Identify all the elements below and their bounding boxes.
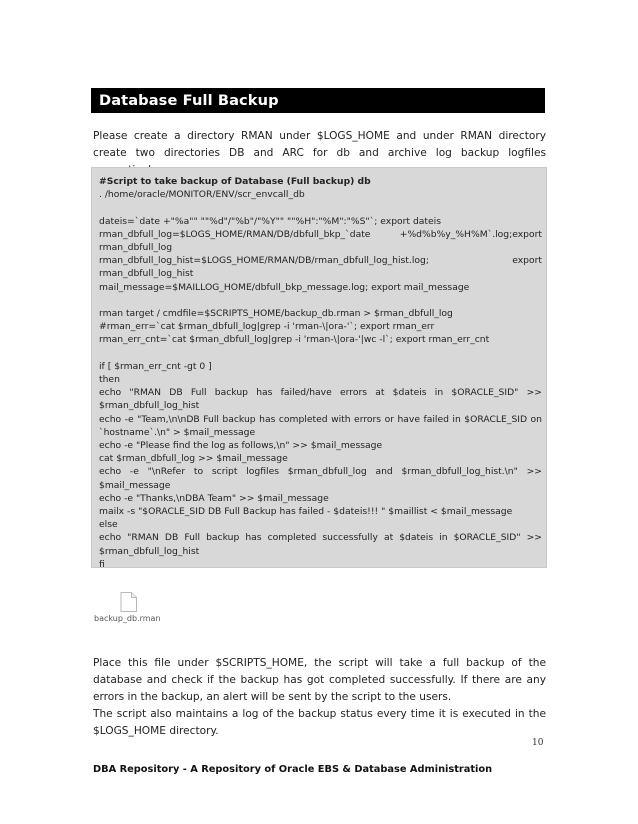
code-line: mail_message=$MAILLOG_HOME/dbfull_bkp_message.log; export mail_message [99, 281, 470, 293]
code-line: echo "RMAN DB Full backup has completed successfully at $dateis in $ORACLE_SID" >> [99, 532, 542, 544]
code-line: rman target / cmdfile=$SCRIPTS_HOME/backup_db.rman > $rman_dbfull_log [99, 308, 453, 319]
code-blank [99, 294, 542, 307]
code-line: rman_dbfull_log_hist [99, 268, 194, 280]
code-line: echo -e "Thanks,\nDBA Team" >> $mail_message [99, 492, 329, 504]
outro-text [93, 655, 546, 740]
page-number: 10 [532, 738, 544, 748]
code-line: if [ $rman_err_cnt -gt 0 ] [99, 360, 212, 372]
attachment[interactable] [94, 592, 184, 632]
code-line: rman_dbfull_log_hist=$LOGS_HOME/RMAN/DB/rman_dbfull_log_hist.log; export [99, 255, 542, 267]
code-line: then [99, 374, 120, 385]
code-line: rman_dbfull_log=$LOGS_HOME/RMAN/DB/dbfull_bkp_`date +%d%b%y_%H%M`.log;export [99, 228, 542, 240]
code-line: fi [99, 558, 105, 570]
code-line: echo -e "\nRefer to script logfiles $rman_dbfull_log and $rman_dbfull_log_hist.\n" >> [99, 466, 542, 478]
code-line: . /home/oracle/MONITOR/ENV/scr_envcall_db [99, 189, 305, 201]
page-footer: DBA Repository - A Repository of Oracle EBS & Database Administration [93, 764, 493, 775]
code-line: $rman_dbfull_log_hist [99, 545, 200, 557]
attachment-filename: backup_db.rman [94, 614, 161, 623]
code-block [91, 167, 547, 568]
code-line: rman_dbfull_log [99, 242, 173, 253]
file-icon [120, 592, 137, 612]
code-line: echo -e "Please find the log as follows,\n" >> $mail_message [99, 440, 383, 452]
code-line: else [99, 519, 118, 531]
code-line: #rman_err=`cat $rman_dbfull_log|grep -i 'rman-\|ora-'`; export rman_err [99, 321, 435, 333]
code-line: echo -e "Team,\n\nDB Full backup has completed with errors or have failed in $ORACLE_SID on [99, 413, 542, 425]
code-line: $rman_dbfull_log_hist [99, 400, 200, 412]
section-heading: Database Full Backup [91, 88, 545, 113]
code-line: echo "RMAN DB Full backup has failed/have errors at $dateis in $ORACLE_SID" >> [99, 387, 542, 399]
code-line: #Script to take backup of Database (Full backup) db [99, 176, 371, 187]
outro-paragraph: The script also maintains a log of the backup status every time it is executed in the $LOGS_HOME directory. [93, 708, 546, 737]
code-line: mailx -s "$ORACLE_SID DB Full Backup has failed - $dateis!!! " $maillist < $mail_message [99, 506, 513, 518]
code-blank [99, 347, 542, 360]
code-line: rman_err_cnt=`cat $rman_dbfull_log|grep -i 'rman-\|ora-'|wc -l`; export rman_err_cnt [99, 334, 490, 346]
code-line: $mail_message [99, 479, 171, 491]
outro-paragraph: Place this file under $SCRIPTS_HOME, the script will take a full backup of the database and check if the backup has got completed successfully. If there are any errors in the backup, an alert will be sent by the script to the users. [93, 657, 546, 703]
intro-paragraph: Please create a directory RMAN under $LOGS_HOME and under RMAN directory create two directories DB and ARC for db and archive log backup logfiles [93, 130, 546, 159]
code-blank [99, 201, 542, 214]
code-line: `hostname`.\n" > $mail_message [99, 426, 256, 438]
code-line: cat $rman_dbfull_log >> $mail_message [99, 453, 288, 465]
code-line: dateis=`date +"%a"" ""%d"/"%b"/"%Y"" ""%H":"%M":"%S"`; export dateis [99, 215, 442, 227]
